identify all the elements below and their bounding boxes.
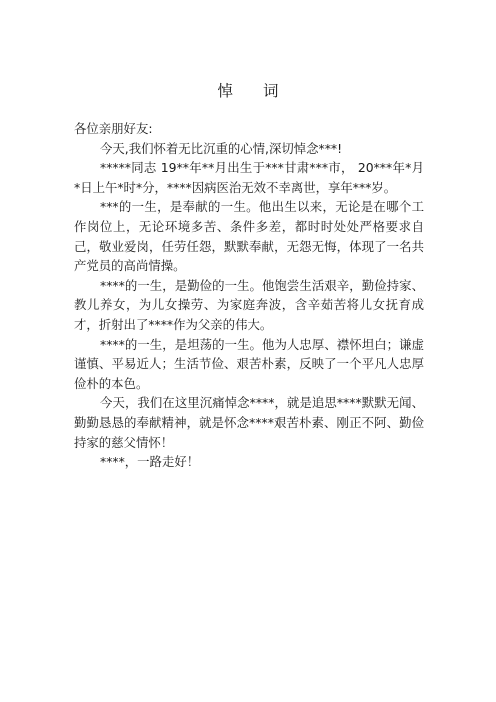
document-body xyxy=(74,119,424,472)
paragraph-biography: *****同志 19**年**月出生于***甘肃***市， 20***年*月*日上午*时*分，****因病医治无效不幸离世，享年***岁。 xyxy=(74,160,424,195)
paragraph-farewell: ****，一路走好！ xyxy=(100,454,200,470)
paragraph-dedication: ***的一生，是奉献的一生。他出生以来，无论是在哪个工作岗位上，无论环境多苦、条件多差，都时时处处严格要求自己，敬业爱岗，任劳任怨，默默奉献，无怨无悔，体现了一名共产党员的高尚情操。 xyxy=(74,199,424,274)
paragraph-integrity: ****的一生，是坦荡的一生。他为人忠厚、襟怀坦白；谦虚谨慎、平易近人；生活节俭、艰苦朴素，反映了一个平凡人忠厚俭朴的本色。 xyxy=(74,336,424,391)
paragraph-frugality: ****的一生，是勤俭的一生。他饱尝生活艰辛，勤俭持家、教儿养女，为儿女操劳、为家庭奔波，含辛茹苦将儿女抚育成才，折射出了****作为父亲的伟大。 xyxy=(74,277,424,332)
salutation: 各位亲朋好友: xyxy=(74,121,153,136)
paragraph-remembrance: 今天，我们在这里沉痛悼念****，就是追思****默默无闻、勤勤恳恳的奉献精神，就是怀念****艰苦朴素、刚正不阿、勤俭持家的慈父情怀！ xyxy=(74,395,424,450)
paragraph-opening: 今天,我们怀着无比沉重的心情,深切悼念***! xyxy=(100,140,343,156)
document-title: 悼词 xyxy=(217,82,309,100)
